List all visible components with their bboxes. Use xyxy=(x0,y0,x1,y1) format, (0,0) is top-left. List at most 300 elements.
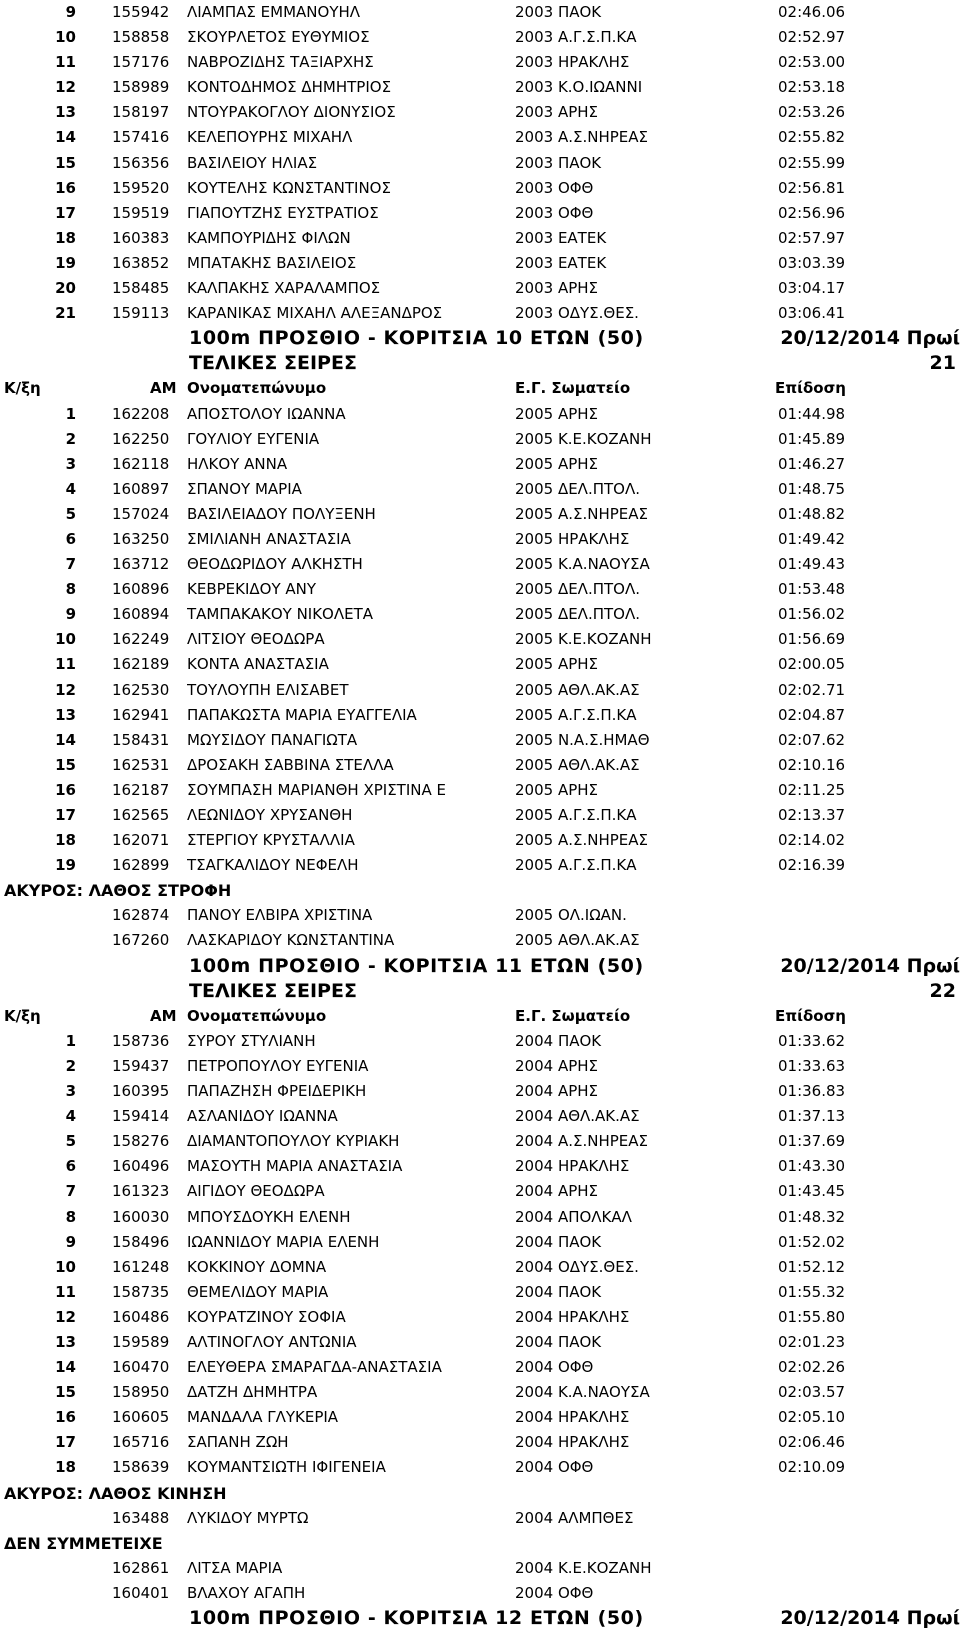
result-row xyxy=(0,100,960,125)
time-cell: 02:55.99 xyxy=(778,153,846,172)
result-row xyxy=(0,602,960,627)
result-row xyxy=(0,1506,960,1531)
result-row xyxy=(0,1280,960,1305)
name-cell: ΚΑΛΠΑΚΗΣ ΧΑΡΑΛΑΜΠΟΣ xyxy=(187,279,381,298)
club-cell: 2003 ΑΡΗΣ xyxy=(515,103,599,122)
result-row xyxy=(0,502,960,527)
club-cell: 2003 ΗΡΑΚΛΗΣ xyxy=(515,53,630,72)
time-cell: 03:04.17 xyxy=(778,279,846,298)
rank-cell: 16 xyxy=(55,780,76,799)
am-cell: 162899 xyxy=(112,856,170,875)
club-cell: 2005 ΑΡΗΣ xyxy=(515,404,599,423)
club-cell: 2005 Α.Σ.ΝΗΡΕΑΣ xyxy=(515,504,648,523)
name-cell: ΙΩΑΝΝΙΔΟΥ ΜΑΡΙΑ ΕΛΕΝΗ xyxy=(187,1232,380,1251)
name-cell: ΜΑΣΟΥΤΗ ΜΑΡΙΑ ΑΝΑΣΤΑΣΙΑ xyxy=(187,1157,403,1176)
result-row xyxy=(0,527,960,552)
am-cell: 158989 xyxy=(112,78,170,97)
result-row xyxy=(0,25,960,50)
time-cell: 02:03.57 xyxy=(778,1383,846,1402)
am-cell: 162208 xyxy=(112,404,170,423)
rank-cell: 11 xyxy=(55,655,76,674)
time-cell: 01:56.69 xyxy=(778,630,846,649)
rank-cell: 4 xyxy=(65,1107,76,1126)
am-cell: 167260 xyxy=(112,931,170,950)
time-cell: 01:43.30 xyxy=(778,1157,846,1176)
time-cell: 01:44.98 xyxy=(778,404,846,423)
am-cell: 162531 xyxy=(112,755,170,774)
am-cell: 162941 xyxy=(112,705,170,724)
result-row xyxy=(0,652,960,677)
rank-cell: 9 xyxy=(65,1232,76,1251)
am-cell: 160894 xyxy=(112,605,170,624)
name-cell: ΑΣΛΑΝΙΔΟΥ ΙΩΑΝΝΑ xyxy=(187,1107,338,1126)
result-row xyxy=(0,703,960,728)
col-time-header: Επίδοση xyxy=(775,379,846,398)
am-cell: 165716 xyxy=(112,1433,170,1452)
name-cell: ΚΟΝΤΟΔΗΜΟΣ ΔΗΜΗΤΡΙΟΣ xyxy=(187,78,392,97)
time-cell: 02:13.37 xyxy=(778,806,846,824)
col-time-header: Επίδοση xyxy=(775,1006,846,1025)
name-cell: ΛΙΤΣΙΟΥ ΘΕΟΔΩΡΑ xyxy=(187,630,325,649)
time-cell: 02:06.46 xyxy=(778,1433,846,1452)
result-row xyxy=(0,778,960,803)
result-row xyxy=(0,1455,960,1480)
col-rank-header: Κ/ξη xyxy=(4,379,41,398)
rank-cell: 15 xyxy=(55,1383,76,1402)
club-cell: 2005 ΑΘΛ.ΑΚ.ΑΣ xyxy=(515,680,640,699)
club-cell: 2004 ΟΦΘ xyxy=(515,1458,594,1477)
club-cell: 2003 ΠΑΟΚ xyxy=(515,153,602,172)
time-cell: 01:55.80 xyxy=(778,1307,846,1326)
club-cell: 2005 Α.Γ.Σ.Π.ΚΑ xyxy=(515,856,637,875)
rank-cell: 12 xyxy=(55,1307,76,1326)
name-cell: ΛΑΣΚΑΡΙΔΟΥ ΚΩΝΣΤΑΝΤΙΝΑ xyxy=(187,931,395,950)
result-row xyxy=(0,1054,960,1079)
club-cell: 2004 ΠΑΟΚ xyxy=(515,1031,602,1050)
club-cell: 2003 ΕΑΤΕΚ xyxy=(515,253,607,272)
result-row xyxy=(0,1255,960,1280)
rank-cell: 7 xyxy=(65,1182,76,1201)
column-header xyxy=(0,376,960,401)
result-row xyxy=(0,627,960,652)
club-cell: 2004 ΗΡΑΚΛΗΣ xyxy=(515,1408,630,1427)
club-cell: 2004 ΠΑΟΚ xyxy=(515,1332,602,1351)
time-cell: 01:43.45 xyxy=(778,1182,846,1201)
name-cell: ΝΑΒΡΟΖΙΔΗΣ ΤΑΞΙΑΡΧΗΣ xyxy=(187,53,374,72)
time-cell: 02:56.81 xyxy=(778,178,846,197)
club-cell: 2005 ΑΡΗΣ xyxy=(515,454,599,473)
result-row xyxy=(0,427,960,452)
am-cell: 160486 xyxy=(112,1307,170,1326)
name-cell: ΣΑΠΑΝΗ ΖΩΗ xyxy=(187,1433,289,1452)
name-cell: ΣΥΡΟΥ ΣΤΥΛΙΑΝΗ xyxy=(187,1031,316,1050)
result-row xyxy=(0,1430,960,1455)
result-row xyxy=(0,301,960,326)
rank-cell: 9 xyxy=(65,3,76,21)
name-cell: ΗΛΚΟΥ ΑΝΝΑ xyxy=(187,454,288,473)
am-cell: 161323 xyxy=(112,1182,170,1201)
name-cell: ΒΑΣΙΛΕΙΑΔΟΥ ΠΟΛΥΞΕΝΗ xyxy=(187,504,376,523)
result-row xyxy=(0,1230,960,1255)
time-cell: 01:52.02 xyxy=(778,1232,846,1251)
result-row xyxy=(0,50,960,75)
name-cell: ΣΚΟΥΡΛΕΤΟΣ ΕΥΘΥΜΙΟΣ xyxy=(187,28,370,47)
club-cell: 2004 Α.Σ.ΝΗΡΕΑΣ xyxy=(515,1132,648,1151)
rank-cell: 6 xyxy=(65,529,76,548)
am-cell: 162189 xyxy=(112,655,170,674)
event-title-row xyxy=(0,1606,960,1631)
time-cell: 01:53.48 xyxy=(778,580,846,599)
name-cell: ΣΜΙΛΙΑΝΗ ΑΝΑΣΤΑΣΙΑ xyxy=(187,529,351,548)
am-cell: 163852 xyxy=(112,253,170,272)
rank-cell: 17 xyxy=(55,203,76,222)
club-cell: 2003 Α.Γ.Σ.Π.ΚΑ xyxy=(515,28,637,47)
club-cell: 2005 Κ.Ε.ΚΟΖΑΝΗ xyxy=(515,429,652,448)
time-cell: 02:53.00 xyxy=(778,53,846,72)
club-cell: 2005 ΟΛ.ΙΩΑΝ. xyxy=(515,906,627,925)
am-cell: 161248 xyxy=(112,1257,170,1276)
result-row xyxy=(0,1154,960,1179)
name-cell: ΤΑΜΠΑΚΑΚΟΥ ΝΙΚΟΛΕΤΑ xyxy=(187,605,374,624)
result-row xyxy=(0,853,960,878)
event-title: 100m ΠΡΟΣΘΙΟ - ΚΟΡΙΤΣΙΑ 11 ΕΤΩΝ (50) xyxy=(189,954,644,977)
event-number: 21 xyxy=(929,352,956,375)
rank-cell: 18 xyxy=(55,831,76,850)
rank-cell: 3 xyxy=(65,1082,76,1101)
am-cell: 162249 xyxy=(112,630,170,649)
rank-cell: 4 xyxy=(65,479,76,498)
club-cell: 2003 ΟΔΥΣ.ΘΕΣ. xyxy=(515,304,639,323)
name-cell: ΛΙΤΣΑ ΜΑΡΙΑ xyxy=(187,1558,283,1577)
club-cell: 2004 ΗΡΑΚΛΗΣ xyxy=(515,1433,630,1452)
result-row xyxy=(0,803,960,828)
col-am-header: ΑΜ xyxy=(150,379,177,398)
club-cell: 2005 ΑΡΗΣ xyxy=(515,655,599,674)
event-date: 20/12/2014 Πρωί xyxy=(780,954,960,977)
time-cell: 01:48.32 xyxy=(778,1207,846,1226)
name-cell: ΛΕΩΝΙΔΟΥ ΧΡΥΣΑΝΘΗ xyxy=(187,806,353,824)
rank-cell: 14 xyxy=(55,730,76,749)
rank-cell: 13 xyxy=(55,705,76,724)
name-cell: ΑΛΤΙΝΟΓΛΟΥ ΑΝΤΩΝΙΑ xyxy=(187,1332,357,1351)
event-subtitle: ΤΕΛΙΚΕΣ ΣΕΙΡΕΣ xyxy=(189,352,357,375)
time-cell: 02:52.97 xyxy=(778,28,846,47)
rank-cell: 17 xyxy=(55,806,76,824)
club-cell: 2005 ΔΕΛ.ΠΤΟΛ. xyxy=(515,479,640,498)
am-cell: 162250 xyxy=(112,429,170,448)
result-row xyxy=(0,452,960,477)
club-cell: 2005 Ν.Α.Σ.ΗΜΑΘ xyxy=(515,730,650,749)
am-cell: 157416 xyxy=(112,128,170,147)
am-cell: 160395 xyxy=(112,1082,170,1101)
result-row xyxy=(0,0,960,25)
event-subtitle: ΤΕΛΙΚΕΣ ΣΕΙΡΕΣ xyxy=(189,979,357,1002)
name-cell: ΣΟΥΜΠΑΣΗ ΜΑΡΙΑΝΘΗ ΧΡΙΣΤΙΝΑ Ε xyxy=(187,780,446,799)
club-cell: 2004 ΠΑΟΚ xyxy=(515,1282,602,1301)
name-cell: ΠΕΤΡΟΠΟΥΛΟΥ ΕΥΓΕΝΙΑ xyxy=(187,1056,369,1075)
name-cell: ΕΛΕΥΘΕΡΑ ΣΜΑΡΑΓΔΑ-ΑΝΑΣΤΑΣΙΑ xyxy=(187,1358,442,1377)
am-cell: 156356 xyxy=(112,153,170,172)
club-cell: 2004 ΑΠΟΛΚΑΛ xyxy=(515,1207,632,1226)
rank-cell: 6 xyxy=(65,1157,76,1176)
result-row xyxy=(0,176,960,201)
am-cell: 162565 xyxy=(112,806,170,824)
result-row xyxy=(0,1355,960,1380)
club-cell: 2005 ΔΕΛ.ΠΤΟΛ. xyxy=(515,580,640,599)
am-cell: 157176 xyxy=(112,53,170,72)
name-cell: ΤΣΑΓΚΑΛΙΔΟΥ ΝΕΦΕΛΗ xyxy=(187,856,359,875)
time-cell: 02:10.09 xyxy=(778,1458,846,1477)
am-cell: 158950 xyxy=(112,1383,170,1402)
result-row xyxy=(0,903,960,928)
name-cell: ΠΑΠΑΚΩΣΤΑ ΜΑΡΙΑ ΕΥΑΓΓΕΛΙΑ xyxy=(187,705,417,724)
col-club-header: Ε.Γ. Σωματείο xyxy=(515,379,631,398)
am-cell: 160383 xyxy=(112,228,170,247)
club-cell: 2005 Α.Σ.ΝΗΡΕΑΣ xyxy=(515,831,648,850)
club-cell: 2005 ΑΡΗΣ xyxy=(515,780,599,799)
am-cell: 160605 xyxy=(112,1408,170,1427)
am-cell: 157024 xyxy=(112,504,170,523)
time-cell: 01:36.83 xyxy=(778,1082,846,1101)
col-rank-header: Κ/ξη xyxy=(4,1006,41,1025)
time-cell: 01:48.75 xyxy=(778,479,846,498)
am-cell: 158639 xyxy=(112,1458,170,1477)
am-cell: 159113 xyxy=(112,304,170,323)
event-number: 22 xyxy=(929,979,956,1002)
time-cell: 02:56.96 xyxy=(778,203,846,222)
time-cell: 02:05.10 xyxy=(778,1408,846,1427)
result-row xyxy=(0,552,960,577)
name-cell: ΚΟΥΡΑΤΖΙΝΟΥ ΣΟΦΙΑ xyxy=(187,1307,346,1326)
club-cell: 2005 ΑΘΛ.ΑΚ.ΑΣ xyxy=(515,931,640,950)
rank-cell: 7 xyxy=(65,555,76,574)
rank-cell: 12 xyxy=(55,78,76,97)
time-cell: 01:37.13 xyxy=(778,1107,846,1126)
name-cell: ΣΠΑΝΟΥ ΜΑΡΙΑ xyxy=(187,479,302,498)
rank-cell: 5 xyxy=(65,1132,76,1151)
rank-cell: 19 xyxy=(55,253,76,272)
name-cell: ΠΑΠΑΖΗΣΗ ΦΡΕΙΔΕΡΙΚΗ xyxy=(187,1082,367,1101)
name-cell: ΚΟΝΤΑ ΑΝΑΣΤΑΣΙΑ xyxy=(187,655,329,674)
time-cell: 03:03.39 xyxy=(778,253,846,272)
am-cell: 160470 xyxy=(112,1358,170,1377)
rank-cell: 2 xyxy=(65,429,76,448)
time-cell: 01:49.43 xyxy=(778,555,846,574)
rank-cell: 13 xyxy=(55,1332,76,1351)
club-cell: 2003 ΑΡΗΣ xyxy=(515,279,599,298)
name-cell: ΓΟΥΛΙΟΥ ΕΥΓΕΝΙΑ xyxy=(187,429,320,448)
time-cell: 02:04.87 xyxy=(778,705,846,724)
event-title-row xyxy=(0,954,960,979)
am-cell: 158485 xyxy=(112,279,170,298)
result-row xyxy=(0,753,960,778)
name-cell: ΔΙΑΜΑΝΤΟΠΟΥΛΟΥ ΚΥΡΙΑΚΗ xyxy=(187,1132,400,1151)
time-cell: 02:53.26 xyxy=(778,103,846,122)
name-cell: ΔΑΤΖΗ ΔΗΜΗΤΡΑ xyxy=(187,1383,318,1402)
result-row xyxy=(0,1305,960,1330)
event-date: 20/12/2014 Πρωί xyxy=(780,1607,960,1629)
club-cell: 2003 Α.Σ.ΝΗΡΕΑΣ xyxy=(515,128,648,147)
name-cell: ΒΑΣΙΛΕΙΟΥ ΗΛΙΑΣ xyxy=(187,153,318,172)
am-cell: 162187 xyxy=(112,780,170,799)
result-row xyxy=(0,1330,960,1355)
name-cell: ΛΙΑΜΠΑΣ ΕΜΜΑΝΟΥΗΛ xyxy=(187,3,361,21)
am-cell: 162530 xyxy=(112,680,170,699)
name-cell: ΑΠΟΣΤΟΛΟΥ ΙΩΑΝΝΑ xyxy=(187,404,346,423)
club-cell: 2005 Κ.Α.ΝΑΟΥΣΑ xyxy=(515,555,650,574)
result-row xyxy=(0,477,960,502)
result-row xyxy=(0,928,960,953)
result-row xyxy=(0,75,960,100)
result-row xyxy=(0,201,960,226)
disqualified-label: ΑΚΥΡΟΣ: ΛΑΘΟΣ ΣΤΡΟΦΗ xyxy=(4,881,232,901)
rank-cell: 15 xyxy=(55,755,76,774)
am-cell: 160401 xyxy=(112,1583,170,1602)
name-cell: ΚΑΜΠΟΥΡΙΔΗΣ ΦΙΛΩΝ xyxy=(187,228,351,247)
name-cell: ΘΕΜΕΛΙΔΟΥ ΜΑΡΙΑ xyxy=(187,1282,329,1301)
club-cell: 2003 ΠΑΟΚ xyxy=(515,3,602,21)
time-cell: 01:33.63 xyxy=(778,1056,846,1075)
event-subtitle-row xyxy=(0,351,960,376)
name-cell: ΓΙΑΠΟΥΤΖΗΣ ΕΥΣΤΡΑΤΙΟΣ xyxy=(187,203,379,222)
result-row xyxy=(0,728,960,753)
am-cell: 160030 xyxy=(112,1207,170,1226)
did-not-start-label: ΔΕΝ ΣΥΜΜΕΤΕΙΧΕ xyxy=(4,1533,163,1553)
time-cell: 02:55.82 xyxy=(778,128,846,147)
col-name-header: Ονοματεπώνυμο xyxy=(187,1006,327,1025)
club-cell: 2004 ΟΔΥΣ.ΘΕΣ. xyxy=(515,1257,639,1276)
time-cell: 01:49.42 xyxy=(778,529,846,548)
am-cell: 159519 xyxy=(112,203,170,222)
am-cell: 158431 xyxy=(112,730,170,749)
club-cell: 2004 Κ.Ε.ΚΟΖΑΝΗ xyxy=(515,1558,652,1577)
am-cell: 159437 xyxy=(112,1056,170,1075)
rank-cell: 10 xyxy=(55,28,76,47)
rank-cell: 1 xyxy=(65,1031,76,1050)
event-subtitle-row xyxy=(0,979,960,1004)
am-cell: 158197 xyxy=(112,103,170,122)
club-cell: 2004 ΗΡΑΚΛΗΣ xyxy=(515,1307,630,1326)
rank-cell: 12 xyxy=(55,680,76,699)
time-cell: 01:52.12 xyxy=(778,1257,846,1276)
result-row xyxy=(0,1104,960,1129)
am-cell: 158858 xyxy=(112,28,170,47)
time-cell: 02:10.16 xyxy=(778,755,846,774)
rank-cell: 2 xyxy=(65,1056,76,1075)
club-cell: 2005 Α.Γ.Σ.Π.ΚΑ xyxy=(515,806,637,824)
name-cell: ΝΤΟΥΡΑΚΟΓΛΟΥ ΔΙΟΝΥΣΙΟΣ xyxy=(187,103,396,122)
result-row xyxy=(0,1179,960,1204)
result-row xyxy=(0,577,960,602)
club-cell: 2003 Κ.Ο.ΙΩΑΝΝΙ xyxy=(515,78,643,97)
rank-cell: 9 xyxy=(65,605,76,624)
name-cell: ΜΑΝΔΑΛΑ ΓΛΥΚΕΡΙΑ xyxy=(187,1408,339,1427)
am-cell: 162861 xyxy=(112,1558,170,1577)
time-cell: 01:48.82 xyxy=(778,504,846,523)
time-cell: 01:33.62 xyxy=(778,1031,846,1050)
name-cell: ΘΕΟΔΩΡΙΔΟΥ ΑΛΚΗΣΤΗ xyxy=(187,555,363,574)
time-cell: 02:14.02 xyxy=(778,831,846,850)
col-name-header: Ονοματεπώνυμο xyxy=(187,379,327,398)
result-row xyxy=(0,1205,960,1230)
name-cell: ΣΤΕΡΓΙΟΥ ΚΡΥΣΤΑΛΛΙΑ xyxy=(187,831,355,850)
event-date: 20/12/2014 Πρωί xyxy=(780,327,960,350)
result-row xyxy=(0,402,960,427)
am-cell: 162874 xyxy=(112,906,170,925)
time-cell: 01:55.32 xyxy=(778,1282,846,1301)
rank-cell: 8 xyxy=(65,580,76,599)
result-row xyxy=(0,151,960,176)
rank-cell: 14 xyxy=(55,128,76,147)
event-title-row xyxy=(0,326,960,351)
name-cell: ΜΩΥΣΙΔΟΥ ΠΑΝΑΓΙΩΤΑ xyxy=(187,730,358,749)
time-cell: 01:46.27 xyxy=(778,454,846,473)
disqualified-label: ΑΚΥΡΟΣ: ΛΑΘΟΣ ΚΙΝΗΣΗ xyxy=(4,1483,227,1503)
name-cell: ΚΕΒΡΕΚΙΔΟΥ ΑΝΥ xyxy=(187,580,317,599)
rank-cell: 21 xyxy=(55,304,76,323)
club-cell: 2005 ΑΘΛ.ΑΚ.ΑΣ xyxy=(515,755,640,774)
club-cell: 2005 ΔΕΛ.ΠΤΟΛ. xyxy=(515,605,640,624)
rank-cell: 17 xyxy=(55,1433,76,1452)
time-cell: 02:16.39 xyxy=(778,856,846,875)
result-row xyxy=(0,1129,960,1154)
name-cell: ΚΕΛΕΠΟΥΡΗΣ ΜΙΧΑΗΛ xyxy=(187,128,353,147)
am-cell: 160896 xyxy=(112,580,170,599)
club-cell: 2004 ΑΡΗΣ xyxy=(515,1082,599,1101)
rank-cell: 10 xyxy=(55,1257,76,1276)
rank-cell: 11 xyxy=(55,1282,76,1301)
am-cell: 159414 xyxy=(112,1107,170,1126)
rank-cell: 13 xyxy=(55,103,76,122)
rank-cell: 16 xyxy=(55,178,76,197)
club-cell: 2003 ΟΦΘ xyxy=(515,178,594,197)
name-cell: ΚΟΥΤΕΛΗΣ ΚΩΝΣΤΑΝΤΙΝΟΣ xyxy=(187,178,391,197)
rank-cell: 16 xyxy=(55,1408,76,1427)
club-cell: 2004 Κ.Α.ΝΑΟΥΣΑ xyxy=(515,1383,650,1402)
rank-cell: 19 xyxy=(55,856,76,875)
club-cell: 2004 ΑΡΗΣ xyxy=(515,1056,599,1075)
club-cell: 2005 Κ.Ε.ΚΟΖΑΝΗ xyxy=(515,630,652,649)
am-cell: 158496 xyxy=(112,1232,170,1251)
time-cell: 01:56.02 xyxy=(778,605,846,624)
am-cell: 162071 xyxy=(112,831,170,850)
rank-cell: 3 xyxy=(65,454,76,473)
time-cell: 02:01.23 xyxy=(778,1332,846,1351)
result-row xyxy=(0,125,960,150)
rank-cell: 15 xyxy=(55,153,76,172)
result-row xyxy=(0,251,960,276)
rank-cell: 14 xyxy=(55,1358,76,1377)
am-cell: 159589 xyxy=(112,1332,170,1351)
club-cell: 2003 ΕΑΤΕΚ xyxy=(515,228,607,247)
name-cell: ΚΟΥΜΑΝΤΣΙΩΤΗ ΙΦΙΓΕΝΕΙΑ xyxy=(187,1458,386,1477)
col-club-header: Ε.Γ. Σωματείο xyxy=(515,1006,631,1025)
result-row xyxy=(0,1581,960,1606)
am-cell: 158735 xyxy=(112,1282,170,1301)
rank-cell: 5 xyxy=(65,504,76,523)
result-row xyxy=(0,678,960,703)
am-cell: 160897 xyxy=(112,479,170,498)
club-cell: 2005 ΗΡΑΚΛΗΣ xyxy=(515,529,630,548)
rank-cell: 18 xyxy=(55,1458,76,1477)
time-cell: 03:06.41 xyxy=(778,304,846,323)
time-cell: 02:07.62 xyxy=(778,730,846,749)
rank-cell: 18 xyxy=(55,228,76,247)
am-cell: 163488 xyxy=(112,1508,170,1527)
club-cell: 2004 ΑΛΜΠΘΕΣ xyxy=(515,1508,634,1527)
col-am-header: ΑΜ xyxy=(150,1006,177,1025)
result-row xyxy=(0,1556,960,1581)
